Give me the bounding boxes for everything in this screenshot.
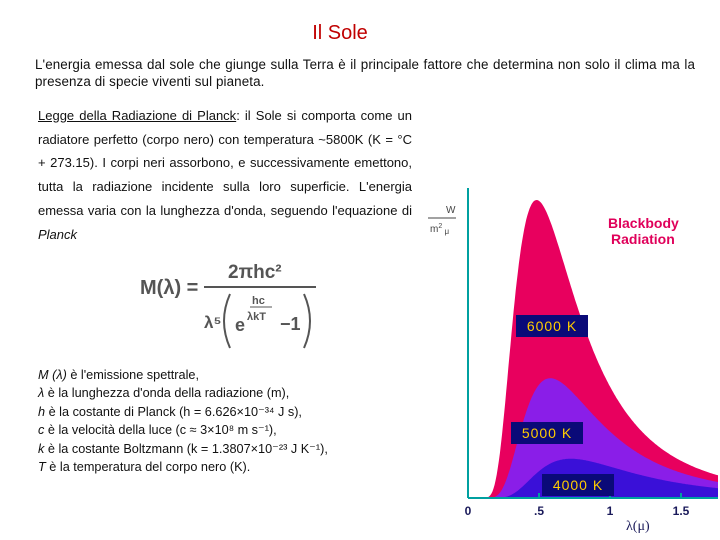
left-paren xyxy=(224,294,230,348)
variable-desc: è la costante Boltzmann (k = 1.3807×10⁻²³ J K⁻¹), xyxy=(47,441,328,456)
planck-word: Planck xyxy=(38,226,78,242)
formula-exp-top: hc xyxy=(252,295,265,307)
right-paren xyxy=(304,294,310,348)
chart-title-line1: Blackbody xyxy=(608,215,679,231)
planck-law-paragraph xyxy=(38,104,412,246)
formula-minus-one: −1 xyxy=(280,314,301,334)
variable-symbol: M (λ) xyxy=(38,368,67,382)
x-axis-label: λ(μ) xyxy=(626,519,650,534)
variable-symbol: k xyxy=(38,441,45,456)
variable-row xyxy=(38,458,438,476)
intro-paragraph: L'energia emessa dal sole che giunge sulla Terra è il principale fattore che determina non solo il clima ma la presenza di specie viventi sul pianeta. xyxy=(35,57,695,89)
series-label: 6000 K xyxy=(526,318,578,334)
variable-row xyxy=(38,421,438,439)
variable-symbol: T xyxy=(38,460,46,475)
x-tick-label: .5 xyxy=(533,504,545,518)
variable-list xyxy=(38,366,438,476)
variable-desc: è la costante di Planck (h = 6.626×10⁻³⁴ J s), xyxy=(48,404,302,419)
planck-formula xyxy=(140,248,320,358)
formula-numerator: 2πhc² xyxy=(228,262,282,283)
x-tick-label: 1 xyxy=(606,504,614,518)
variable-symbol: h xyxy=(38,404,46,419)
variable-desc: è la velocità della luce (c ≈ 3×10⁸ m s⁻¹), xyxy=(47,423,277,438)
x-tick-label: 0 xyxy=(464,504,472,518)
formula-exp-power: λkT xyxy=(247,311,266,323)
variable-row xyxy=(38,440,438,458)
blackbody-chart-svg xyxy=(418,180,720,540)
variable-symbol: λ xyxy=(38,386,45,401)
curves-group xyxy=(468,200,718,498)
variable-row xyxy=(38,403,438,421)
planck-law-link[interactable]: Legge della Radiazione di Planck xyxy=(38,108,237,123)
y-axis-label-bottom: $m^2$ $_\mu$ xyxy=(430,223,450,236)
formula-lambda5: λ⁵ xyxy=(204,313,222,332)
x-tick-label: 1.5 xyxy=(672,504,690,518)
variable-symbol: c xyxy=(38,423,45,438)
page-title: Il Sole xyxy=(312,22,368,44)
variable-desc: è la temperatura del corpo nero (K). xyxy=(49,460,251,475)
variable-row xyxy=(38,384,438,402)
variable-desc: è la lunghezza d'onda della radiazione (m), xyxy=(47,386,290,401)
planck-law-text: : il Sole si comporta come un radiatore perfetto (corpo nero) con temperatura ~5800K (K = °C + 273.15). I corpi neri assorbono, e successivamente emettono, tutta la radiazione incidente sulla loro superficie. L'energia emessa varia con la lunghezza d'onda, seguendo l'equazione di xyxy=(38,108,412,218)
formula-lhs: M(λ) = xyxy=(140,277,199,299)
series-label: 4000 K xyxy=(552,477,604,493)
variable-row xyxy=(38,366,438,384)
blackbody-chart xyxy=(418,180,720,540)
chart-title-line2: Radiation xyxy=(611,231,675,247)
variable-desc: è l'emissione spettrale, xyxy=(70,368,199,382)
y-axis-label-top: W xyxy=(446,205,456,216)
series-label: 5000 K xyxy=(521,425,573,441)
formula-exp-base: e xyxy=(235,315,246,335)
